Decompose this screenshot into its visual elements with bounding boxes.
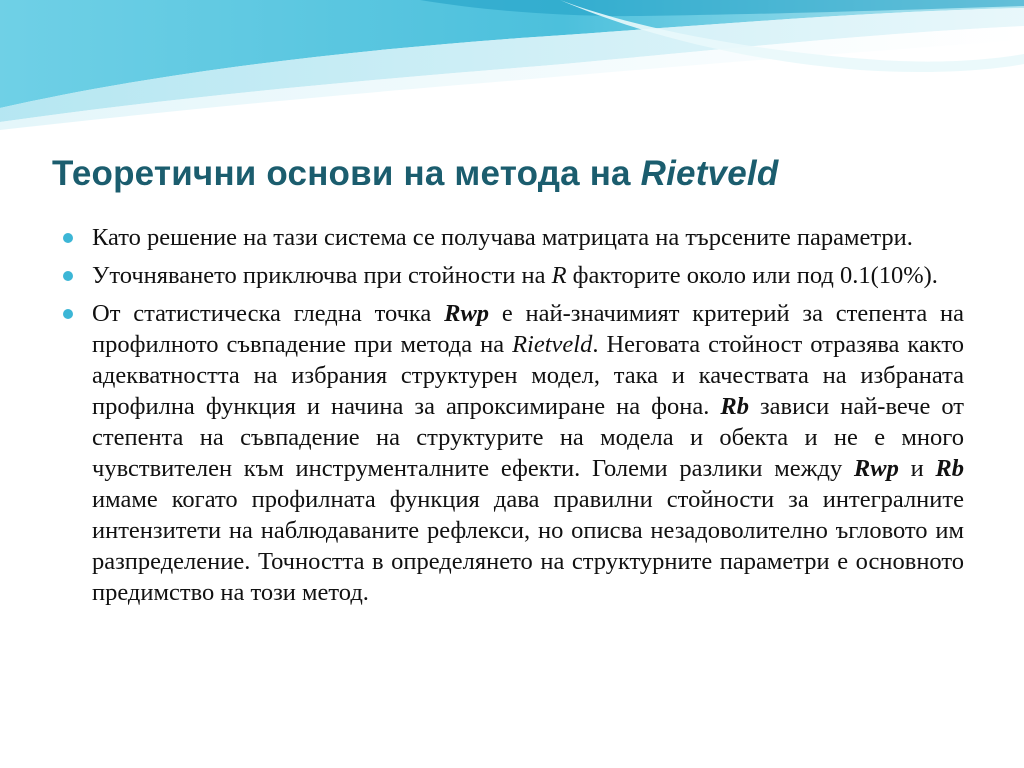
rb-term: Rb [935, 455, 964, 482]
r-factor-term: R [551, 262, 567, 289]
bullet-text-part: . Неговата стойност отразява както адекватността на избрания структурен модел, така и качествата на избраната профилна функция и начина за апроксимиране на фона. [92, 331, 964, 420]
bullet-item [92, 260, 964, 291]
rietveld-term: Rietveld [512, 331, 593, 358]
bullet-text-part: факторите около или под 0.1(10%). [566, 262, 938, 289]
title-emphasis: Rietveld [640, 154, 779, 193]
bullet-text-part: От статистическа гледна точка [92, 300, 445, 327]
rwp-term: Rwp [444, 300, 490, 327]
rwp-term: Rwp [853, 455, 899, 482]
bullet-item [92, 298, 964, 608]
bullet-dot-icon [63, 233, 73, 243]
bullet-text-part: Уточняването приключва при стойности на [92, 262, 552, 289]
bullet-text-part: е най-значимият критерий за степента на профилното съвпадение при метода на [92, 300, 964, 358]
bullet-text-part: зависи най-вече от степента на съвпадение на структурите на модела и обекта и не е много чувствителен към инструменталните ефекти. Големи разлики между [92, 393, 964, 482]
rb-term: Rb [720, 393, 749, 420]
bullet-dot-icon [63, 309, 73, 319]
title-text: Теоретични основи на метода на [52, 154, 641, 193]
bullet-list [92, 222, 964, 615]
slide-title [52, 154, 778, 194]
bullet-text: Като решение на тази система се получава матрицата на търсените параметри. [92, 224, 913, 251]
header-wave-decoration [0, 0, 1024, 130]
bullet-item [92, 222, 964, 253]
bullet-dot-icon [63, 271, 73, 281]
bullet-text-part: имаме когато профилната функция дава правилни стойности за интегралните интензитети на наблюдаваните рефлекси, но описва незадоволително ъгловото им разпределение. Точността в определянето на структурните параметри е основното предимство на този метод. [92, 486, 964, 606]
bullet-text-part: и [898, 455, 936, 482]
